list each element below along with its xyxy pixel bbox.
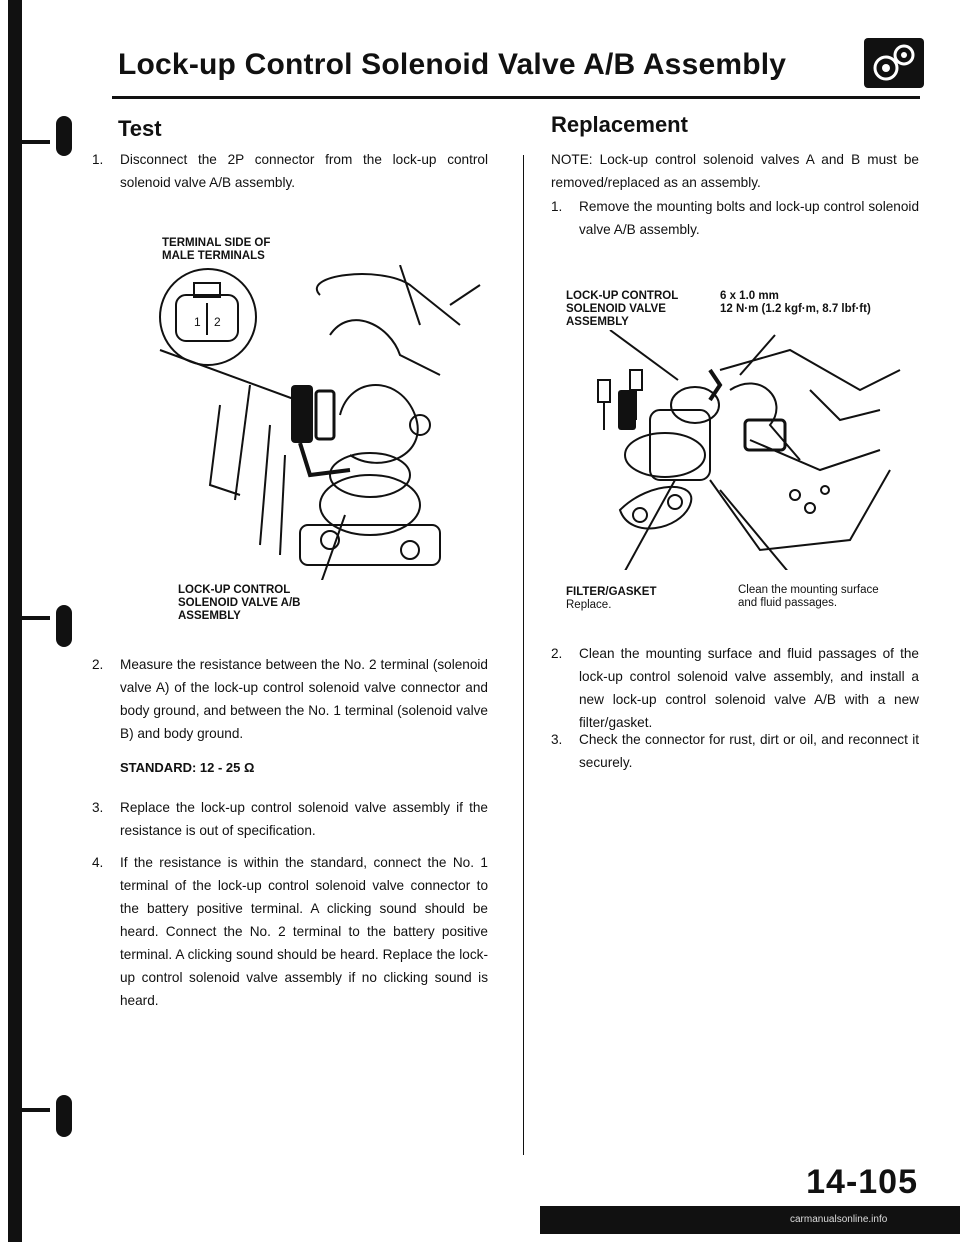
- transmission-section-icon: [864, 38, 924, 88]
- step-text: Check the connector for rust, dirt or oil, and reconnect it securely.: [579, 732, 919, 770]
- note-text: NOTE: Lock-up control solenoid valves A and B must be removed/replaced as an assembly.: [551, 152, 919, 190]
- filter-gasket-label-line: Replace.: [566, 599, 612, 611]
- replacement-step-1: [551, 195, 919, 241]
- step-number: 2.: [92, 657, 104, 672]
- step-number: 1.: [92, 152, 104, 167]
- terminal-1-label: 1: [194, 315, 201, 329]
- test-step-1: [92, 148, 488, 194]
- margin-curl-icon: [14, 612, 54, 652]
- replacement-assembly-label-line: ASSEMBLY: [566, 316, 629, 328]
- test-step-4: [92, 851, 488, 1012]
- terminal-2-label: 2: [214, 315, 221, 329]
- step-number: 3.: [92, 800, 104, 815]
- resistance-standard: STANDARD: 12 - 25 Ω: [120, 760, 255, 775]
- margin-bullet: [56, 605, 72, 647]
- title-rule: [112, 96, 920, 99]
- step-text: Disconnect the 2P connector from the lock-up control solenoid valve A/B assembly.: [120, 152, 488, 190]
- replacement-heading: Replacement: [551, 112, 688, 137]
- test-step-2: [92, 653, 488, 745]
- replacement-assembly-label-line: SOLENOID VALVE: [566, 303, 666, 315]
- replacement-assembly-label: [566, 290, 678, 329]
- filter-gasket-label-line: FILTER/GASKET: [566, 586, 657, 598]
- bolt-spec-label: [720, 290, 871, 316]
- page-number: 14-105: [806, 1163, 918, 1201]
- test-assembly-label-line: LOCK-UP CONTROL: [178, 584, 291, 596]
- step-number: 4.: [92, 855, 104, 870]
- step-text: Clean the mounting surface and fluid passages of the lock-up control solenoid valve assembly, and install a new lock-up control solenoid valve A/B with a new filter/gasket.: [579, 646, 919, 730]
- clean-surface-label: [738, 584, 879, 610]
- test-heading: Test: [118, 116, 162, 141]
- margin-curl-icon: [14, 108, 54, 148]
- page-title: Lock-up Control Solenoid Valve A/B Assembly: [118, 48, 787, 81]
- step-number: 3.: [551, 732, 563, 747]
- bolt-spec-label-line: 6 x 1.0 mm: [720, 290, 779, 302]
- test-assembly-label-line: SOLENOID VALVE A/B: [178, 597, 301, 609]
- step-text: Replace the lock-up control solenoid valve assembly if the resistance is out of specification.: [120, 800, 488, 838]
- step-text: Remove the mounting bolts and lock-up control solenoid valve A/B assembly.: [579, 199, 919, 237]
- replacement-step-3: [551, 728, 919, 774]
- terminal-side-label-line: TERMINAL SIDE OF: [162, 237, 271, 249]
- terminal-side-label-line: MALE TERMINALS: [162, 250, 265, 262]
- replacement-note: [551, 148, 919, 194]
- step-number: 2.: [551, 646, 563, 661]
- step-text: If the resistance is within the standard, connect the No. 1 terminal of the lock-up control solenoid valve connector to the battery positive terminal. A clicking sound should be heard. Connect the No. 2 terminal to the battery positive terminal. A clicking sound should be heard. Replace the lock-up control solenoid valve assembly if no clicking sound is heard.: [120, 855, 488, 1008]
- column-divider: [523, 155, 524, 1155]
- replacement-step-2: [551, 642, 919, 734]
- margin-bullet: [56, 116, 72, 156]
- test-assembly-label: [178, 584, 300, 623]
- replacement-illustration: [560, 330, 920, 570]
- step-number: 1.: [551, 199, 563, 214]
- bolt-spec-label-line: 12 N·m (1.2 kgf·m, 8.7 lbf·ft): [720, 303, 871, 315]
- watermark: carmanualsonline.info: [790, 1214, 888, 1225]
- replacement-assembly-label-line: LOCK-UP CONTROL: [566, 290, 679, 302]
- clean-surface-label-line: Clean the mounting surface: [738, 584, 879, 596]
- clean-surface-label-line: and fluid passages.: [738, 597, 838, 609]
- margin-bullet: [56, 1095, 72, 1137]
- footer-bar: [540, 1206, 960, 1234]
- filter-gasket-label: [566, 586, 657, 612]
- test-step-3: [92, 796, 488, 842]
- step-text: Measure the resistance between the No. 2 terminal (solenoid valve A) of the lock-up control solenoid valve connector and body ground, and between the No. 1 terminal (solenoid valve B) and body ground.: [120, 657, 488, 741]
- margin-curl-icon: [14, 1104, 54, 1144]
- test-assembly-label-line: ASSEMBLY: [178, 610, 241, 622]
- test-illustration: [150, 265, 490, 580]
- terminal-side-label: [162, 237, 270, 263]
